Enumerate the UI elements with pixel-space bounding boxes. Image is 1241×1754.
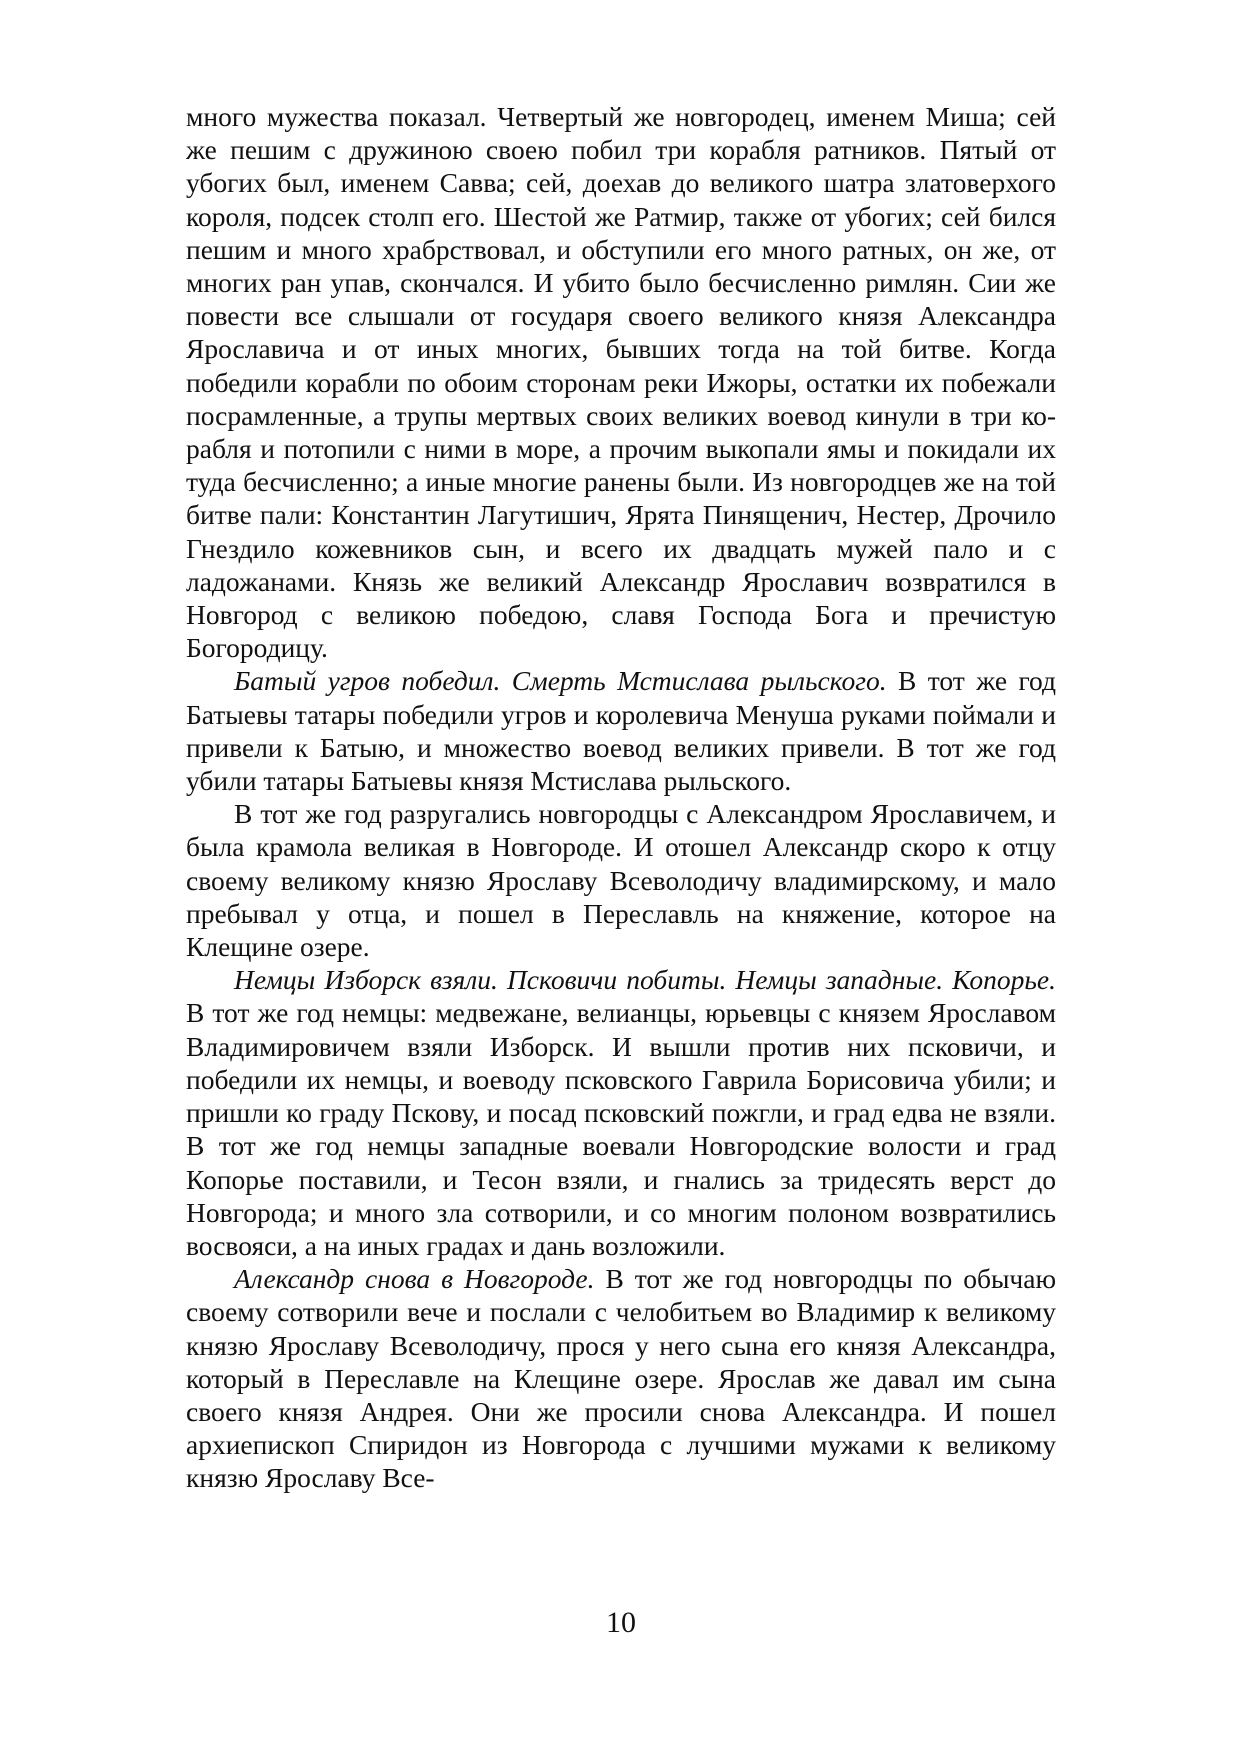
paragraph-4-heading: Немцы Изборск взяли. Псковичи побиты. Немцы западные. Копорье. <box>234 964 1056 996</box>
paragraph-5 <box>186 1262 1056 1494</box>
book-page <box>186 100 1056 1660</box>
paragraph-3-text: В тот же год разругались новгородцы с Александром Ярославичем, и была крамола великая в Новгороде. И отошел Александр скоро к отцу своему великому князю Ярославу Всеволодичу владимирскому, и мало пребывал у отца, и пошел в Переславль на княжение, которое на Клещине озере. <box>186 798 1056 963</box>
page-number: 10 <box>606 1606 636 1639</box>
page-body-text <box>186 100 1056 1495</box>
paragraph-2-text: В тот же год Батыевы татары победили угров и королевича Менуша руками поймали и привели к Батыю, и множество воевод великих привели. В тот же год убили татары Батыевы князя Мстислава рыльского. <box>186 665 1056 797</box>
paragraph-1 <box>186 100 1056 664</box>
paragraph-5-text: В тот же год новгородцы по обычаю своему сотворили вече и послали с челобитьем во Владимир к великому князю Ярославу Всеволодичу, прося у него сына его князя Александра, который в Переславле на Клещине озере. Ярослав же давал им сына своего князя Андрея. Они же просили снова Александра. И пошел архиепископ Спиридон из Новгорода с лучшими мужами к великому князю Ярославу Все- <box>186 1263 1056 1494</box>
paragraph-2-heading: Батый угров победил. Смерть Мстислава рыльского. <box>234 665 887 697</box>
paragraph-3 <box>186 797 1056 963</box>
paragraph-4-text: В тот же год немцы: медвежане, велианцы, юрьевцы с князем Ярославом Владимировичем взяли Изборск. И вышли против них псковичи, и победили их немцы, и воеводу псковского Гаврила Борисовича убили; и пришли ко граду Пскову, и посад псковский пожгли, и град едва не взяли. В тот же год немцы западные воевали Новгородские волости и град Копорье поставили, и Тесон взяли, и гнались за тридесять верст до Новгорода; и много зла сотворили, и со многим полоном возвратились восвояси, а на иных градах и дань возложили. <box>186 997 1056 1261</box>
paragraph-5-heading: Александр снова в Новгороде. <box>234 1263 595 1295</box>
paragraph-1-text: много мужества показал. Четвертый же новгородец, именем Миша; сей же пешим с дружиною своею побил три корабля ратников. Пятый от убогих был, именем Савва; сей, доехав до великого шатра златоверхого короля, подсек столп его. Шестой же Ратмир, также от убогих; сей бился пешим и много храбрствовал, и обступили его много ратных, он же, от многих ран упав, скончался. И убито было бесчисленно римлян. Сии же повести все слышали от государя своего великого князя Александра Ярославича и от иных многих, бывших тогда на той битве. Когда победили корабли по обоим сторонам реки Ижоры, остатки их побежали посрамленные, а трупы мертвых своих великих воевод кинули в три корабля и потопили с ними в море, а прочим выкопали ямы и покидали их туда бесчисленно; а иные многие ранены были. Из новгородцев же на той битве пали: Константин Лагутишич, Ярята Пинященич, Нестер, Дрочило Гнездило кожевников сын, и всего их двадцать мужей пало и с ладожанами. Князь же великий Александр Ярославич возвратился в Новгород с великою победою, славя Господа Бога и пречистую Богородицу. <box>186 101 1056 664</box>
paragraph-4 <box>186 963 1056 1262</box>
paragraph-2 <box>186 664 1056 797</box>
